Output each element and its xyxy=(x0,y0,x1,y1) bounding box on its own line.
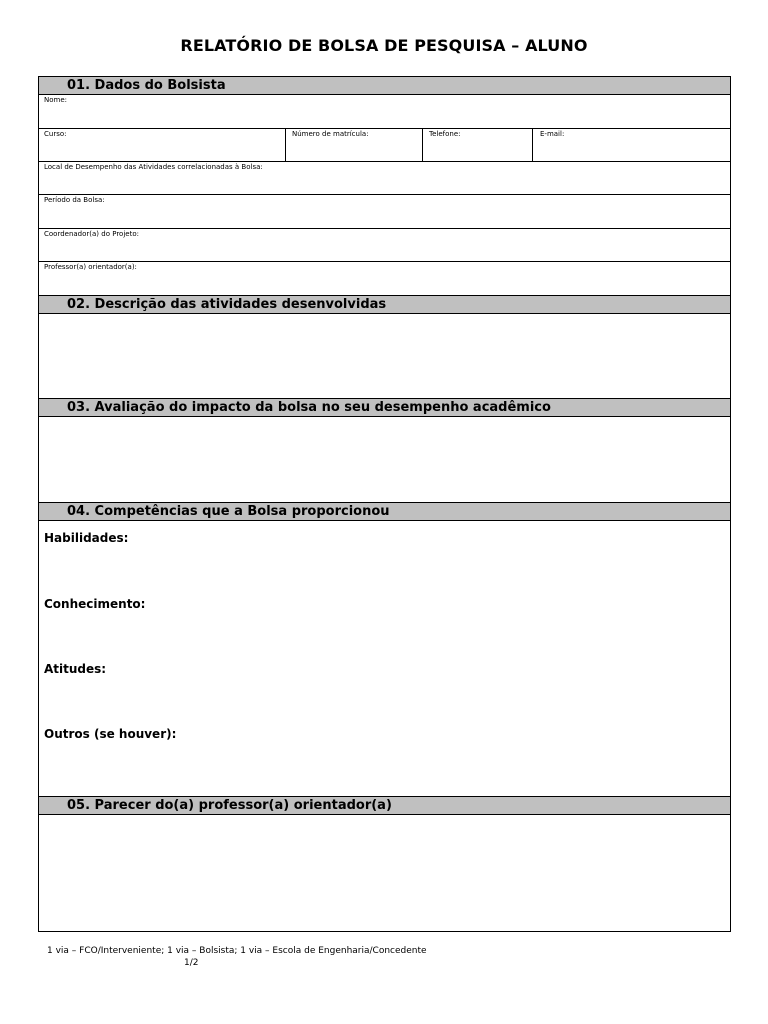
competencia-atitudes-label: Atitudes: xyxy=(44,662,107,676)
field-label-email: E-mail: xyxy=(540,130,565,138)
competencia-conhecimento-label: Conhecimento: xyxy=(44,597,146,611)
field-label-coordenador: Coordenador(a) do Projeto: xyxy=(44,230,139,238)
row-curso-contato xyxy=(39,129,730,162)
field-curso[interactable] xyxy=(39,129,285,161)
field-label-local: Local de Desempenho das Atividades correlacionadas à Bolsa: xyxy=(44,163,263,171)
field-local-desempenho[interactable] xyxy=(39,162,730,195)
field-label-periodo: Período da Bolsa: xyxy=(44,196,105,204)
competencia-outros-label: Outros (se houver): xyxy=(44,727,177,741)
field-telefone[interactable] xyxy=(422,129,532,161)
field-orientador[interactable] xyxy=(39,262,730,296)
field-label-nome: Nome: xyxy=(44,96,68,104)
section-header-parecer: 05. Parecer do(a) professor(a) orientador(a) xyxy=(39,796,730,815)
field-label-orientador: Professor(a) orientador(a): xyxy=(44,263,137,271)
footer-distribution-note: 1 via – FCO/Interveniente; 1 via – Bolsista; 1 via – Escola de Engenharia/Concedente xyxy=(47,946,427,956)
field-avaliacao-impacto[interactable] xyxy=(39,417,730,503)
report-form xyxy=(38,76,731,932)
competencia-habilidades-label: Habilidades: xyxy=(44,531,129,545)
field-descricao-atividades[interactable] xyxy=(39,314,730,399)
field-nome[interactable] xyxy=(39,95,730,129)
field-coordenador[interactable] xyxy=(39,229,730,262)
page-title: RELATÓRIO DE BOLSA DE PESQUISA – ALUNO xyxy=(180,36,588,55)
field-label-telefone: Telefone: xyxy=(429,130,461,138)
field-competencias[interactable] xyxy=(39,521,730,797)
section-header-descricao: 02. Descrição das atividades desenvolvidas xyxy=(39,295,730,314)
section-header-competencias: 04. Competências que a Bolsa proporcionou xyxy=(39,502,730,521)
field-label-matricula: Número de matrícula: xyxy=(292,130,369,138)
field-email[interactable] xyxy=(532,129,730,161)
section-header-dados-bolsista: 01. Dados do Bolsista xyxy=(39,77,730,95)
page-number: 1/2 xyxy=(184,958,199,968)
field-parecer-orientador[interactable] xyxy=(39,815,730,931)
field-label-curso: Curso: xyxy=(44,130,67,138)
field-matricula[interactable] xyxy=(285,129,422,161)
section-header-avaliacao: 03. Avaliação do impacto da bolsa no seu desempenho acadêmico xyxy=(39,398,730,417)
field-periodo[interactable] xyxy=(39,195,730,229)
